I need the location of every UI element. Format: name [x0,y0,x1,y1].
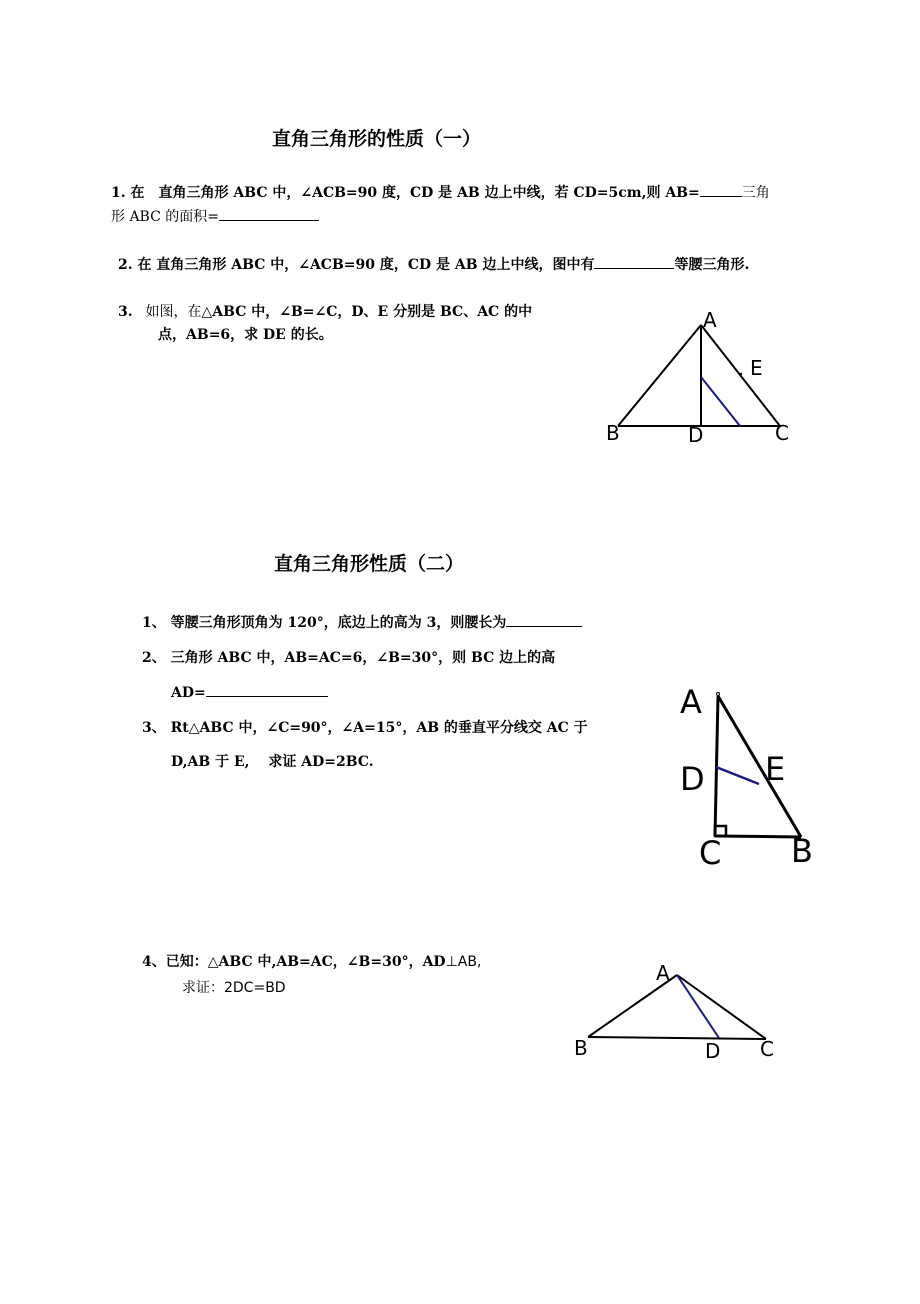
q-text: 求证：2DC=BD [182,980,286,996]
segment-ad [677,975,719,1038]
q-text: △ABC 中，∠B=∠C，D、E 分别是 BC、AC 的中 [201,304,533,320]
label-c: C [699,834,722,872]
q-number: 1、 [142,615,166,631]
section2-title: 直角三角形性质（二） [274,553,465,575]
q-text: 如图，在 [145,304,202,320]
q-number: 3. [118,304,133,320]
label-a: A [656,961,670,985]
q-number: 2. [118,257,133,273]
side-ac [677,975,766,1039]
q-text: 三角形 ABC 中，AB=AC=6，∠B=30°，则 BC 边上的高 [170,650,556,666]
side-bc [588,1037,766,1039]
q-number: 1. [111,185,126,201]
label-d: D [705,1039,721,1063]
label-c: C [775,421,789,445]
label-b: B [574,1036,588,1060]
q-text: 等腰三角形顶角为 120°，底边上的高为 3，则腰长为 [170,615,507,631]
q-text: 三角 [741,185,770,201]
label-d: D [680,760,705,798]
q-text: ⊥AB, [445,954,482,970]
q-text: 点，AB=6，求 DE 的长。 [158,327,333,343]
q-text: AD= [171,685,206,701]
q-text: 等腰三角形. [674,257,750,273]
q-number: 2、 [142,650,166,666]
q-text: Rt△ABC 中，∠C=90°，∠A=15°，AB 的垂直平分线交 AC 于 [170,720,588,736]
q-text: 在 直角三角形 ABC 中，∠ACB=90 度，CD 是 AB 边上中线，若 CD=5cm,则 AB= [130,185,700,201]
q-text: D,AB 于 E, 求证 AD=2BC. [171,754,374,770]
label-b: B [791,832,813,870]
q-text: 形 ABC 的面积= [111,209,220,225]
label-e: E [750,356,763,380]
q-text: 在 直角三角形 ABC 中，∠ACB=90 度，CD 是 AB 边上中线，图中有 [137,257,595,273]
section1-title: 直角三角形的性质（一） [272,128,482,150]
q-text: 已知：△ABC 中,AB=AC，∠B=30°，AD [165,954,446,970]
q-number: 3、 [142,720,166,736]
label-a: A [680,683,702,721]
label-a: A [703,308,717,332]
label-b: B [606,421,620,445]
label-d: D [688,423,704,447]
q-number: 4、 [142,954,166,970]
label-c: C [760,1037,774,1061]
label-e: E [765,750,786,788]
